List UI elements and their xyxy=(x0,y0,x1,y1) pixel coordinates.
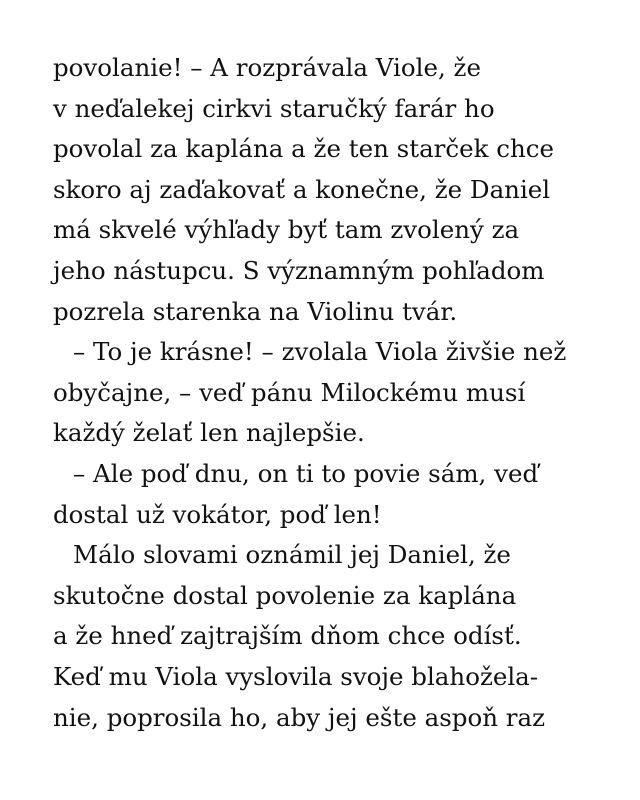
text-line: skutočne dostal povolenie za kaplána xyxy=(53,580,517,610)
text-line: jeho nástupcu. S významným pohľadom xyxy=(53,255,545,285)
text-line: v neďalekej cirkvi staručký farár ho xyxy=(53,93,495,123)
text-line: obyčajne, – veď pánu Milockému musí xyxy=(53,377,526,407)
dialogue-line: – Ale poď dnu, on ti to povie sám, veď xyxy=(73,458,539,488)
text-line: povolal za kaplána a že ten starček chce xyxy=(53,134,554,164)
paragraph-start-line: Málo slovami oznámil jej Daniel, že xyxy=(73,540,511,570)
text-line: Keď mu Viola vyslovila svoje blahožela- xyxy=(53,661,539,691)
text-line: dostal už vokátor, poď len! xyxy=(53,499,382,529)
text-line: skoro aj zaďakovať a konečne, že Daniel xyxy=(53,174,551,204)
text-line: nie, poprosila ho, aby jej ešte aspoň raz xyxy=(53,702,546,732)
text-line: a že hneď zajtrajším dňom chce odísť. xyxy=(53,621,522,651)
text-line: každý želať len najlepšie. xyxy=(53,418,365,448)
text-line: má skvelé výhľady byť tam zvolený za xyxy=(53,215,520,245)
body-text xyxy=(53,48,613,738)
text-line: povolanie! – A rozprávala Viole, že xyxy=(53,53,481,82)
dialogue-line: – To je krásne! – zvolala Viola živšie než xyxy=(73,337,567,367)
text-line: pozrela starenka na Violinu tvár. xyxy=(53,296,458,326)
